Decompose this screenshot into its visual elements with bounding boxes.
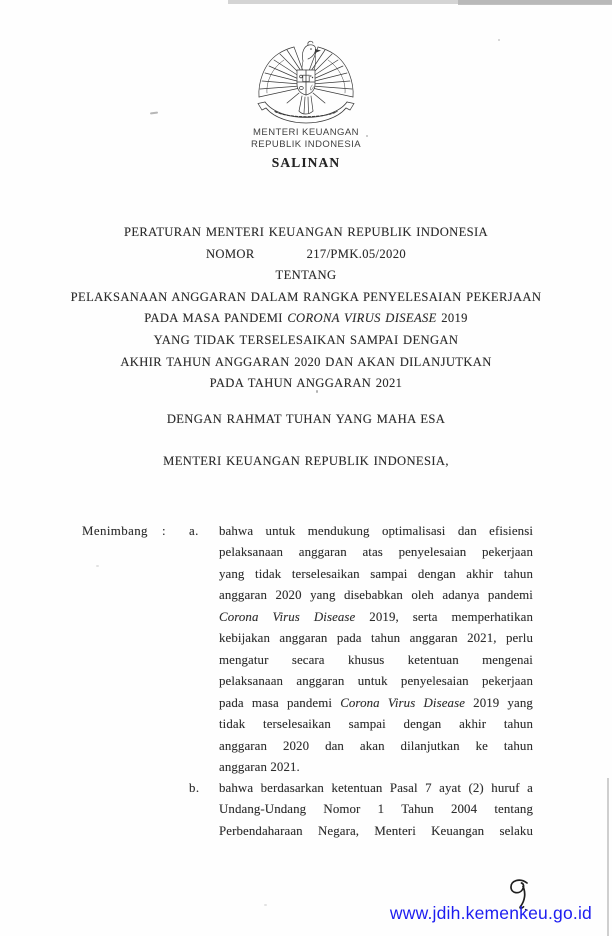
- regulation-title-block: [0, 222, 612, 395]
- consideration-paragraph-a: [219, 521, 533, 778]
- scan-speck: [264, 904, 267, 906]
- consideration-marker-b: b.: [189, 781, 200, 795]
- scan-artifact-top-band-dark: [458, 0, 612, 5]
- menimbang-colon: :: [162, 524, 166, 538]
- regulation-title-line: PERATURAN MENTERI KEUANGAN REPUBLIK INDONESIA: [124, 225, 488, 239]
- scan-speck: [498, 39, 500, 41]
- garuda-pancasila-emblem-icon: [253, 40, 359, 124]
- scan-speck: [150, 112, 158, 115]
- text-line: PADA MASA PANDEMI CORONA VIRUS DISEASE 2019: [144, 311, 468, 326]
- text-line: yang tidak terselesaikan sampai dengan akhir tahun: [219, 566, 533, 581]
- consideration-paragraph-b: [219, 778, 533, 842]
- text-line: anggaran 2021.: [219, 759, 300, 774]
- text-line: pelaksanaan anggaran atas penyelesaian pekerjaan: [219, 545, 533, 560]
- invocation-line: DENGAN RAHMAT TUHAN YANG MAHA ESA: [166, 412, 446, 426]
- text-line: bahwa untuk mendukung optimalisasi dan efisiensi: [219, 524, 533, 538]
- jdih-watermark-link[interactable]: www.jdih.kemenkeu.go.id: [389, 903, 592, 923]
- text-line: pada masa pandemi Corona Virus Disease 2019 yang: [219, 695, 533, 710]
- text-line: anggaran 2020 yang disebabkan oleh adanya pandemi: [219, 588, 533, 603]
- text-line: Corona Virus Disease 2019, serta memperhatikan: [219, 609, 533, 624]
- menimbang-label: Menimbang: [82, 524, 148, 538]
- text-line: tidak terselesaikan sampai dengan akhir tahun: [219, 717, 533, 732]
- text-line: YANG TIDAK TERSELESAIKAN SAMPAI DENGAN: [153, 332, 459, 347]
- nomor-label: NOMOR: [205, 246, 255, 261]
- authority-line: MENTERI KEUANGAN REPUBLIK INDONESIA,: [163, 454, 449, 468]
- text-line: anggaran 2020 dan akan dilanjutkan ke tahun: [219, 738, 533, 753]
- regulation-number-line: [0, 244, 612, 266]
- nomor-value: 217/PMK.05/2020: [306, 246, 406, 261]
- consideration-marker-a: a.: [189, 524, 199, 538]
- scan-speck: [96, 565, 99, 567]
- text-line: bahwa berdasarkan ketentuan Pasal 7 ayat (2) huruf a: [219, 781, 533, 795]
- tentang-label: TENTANG: [275, 268, 337, 283]
- text-line: PELAKSANAAN ANGGARAN DALAM RANGKA PENYELESAIAN PEKERJAAN: [70, 289, 542, 304]
- text-line: Undang-Undang Nomor 1 Tahun 2004 tentang: [219, 802, 533, 817]
- text-line: mengatur secara khusus ketentuan mengenai: [219, 652, 533, 667]
- text-line: PADA TAHUN ANGGARAN 2021: [209, 376, 403, 391]
- scan-artifact-right-edge: [607, 778, 609, 936]
- letterhead-ministry-line2: REPUBLIK INDONESIA: [251, 139, 361, 150]
- copy-stamp-salinan: SALINAN: [271, 155, 341, 170]
- text-line: pelaksanaan anggaran untuk penyelesaian pekerjaan: [219, 674, 533, 689]
- regulation-subject-lines: [0, 287, 612, 395]
- letterhead-ministry-line1: MENTERI KEUANGAN: [253, 127, 359, 138]
- text-line: AKHIR TAHUN ANGGARAN 2020 DAN AKAN DILANJUTKAN: [120, 354, 492, 369]
- text-line: kebijakan anggaran pada tahun anggaran 2021, perlu: [219, 631, 533, 646]
- text-line: Perbendaharaan Negara, Menteri Keuangan selaku: [219, 823, 533, 838]
